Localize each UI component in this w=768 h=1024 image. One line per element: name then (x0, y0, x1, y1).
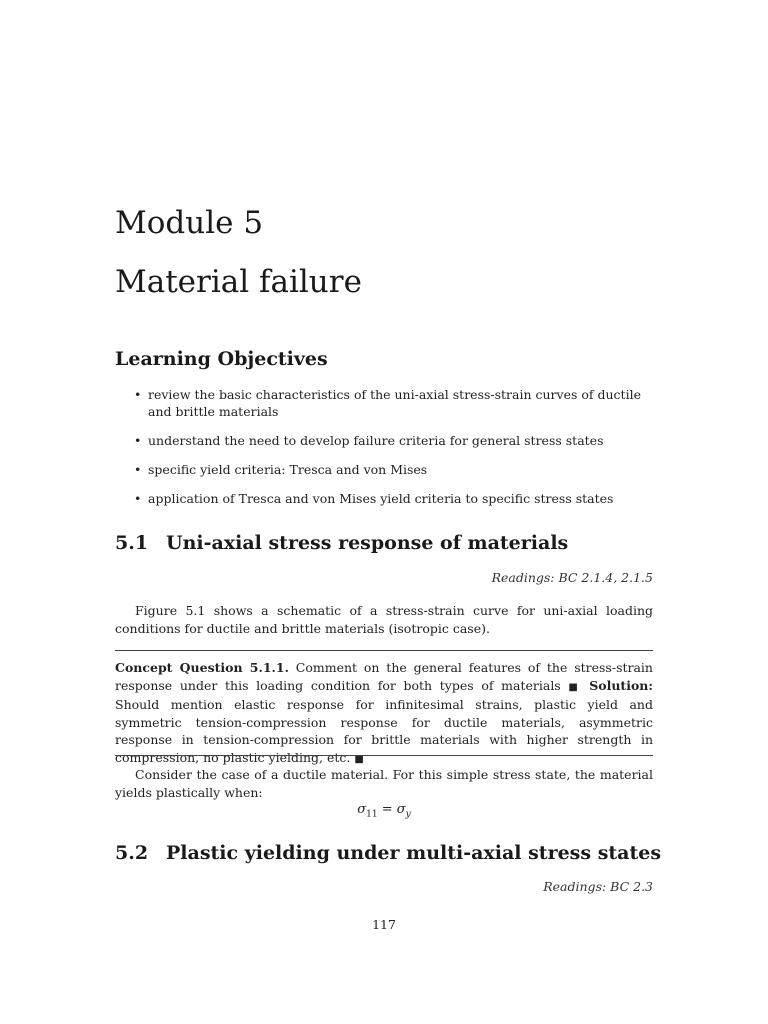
bullet-icon: • (134, 462, 142, 477)
bullet-icon: • (134, 387, 142, 402)
section-title: Uni-axial stress response of materials (166, 532, 569, 554)
solution-label: Solution: (589, 677, 653, 693)
equation-lhs-symbol: σ (357, 802, 367, 817)
section-number: 5.2 (115, 842, 149, 864)
solution-text: Should mention elastic response for infinitesimal strains, plastic yield and symmetric tension-compression response for ductile materials, asymmetric response in tension-compression for brittle materials with higher strength in compression, no plastic yielding, etc. (115, 697, 653, 765)
concept-question-box (115, 659, 653, 768)
section-number: 5.1 (115, 532, 149, 554)
equation-rhs-subscript: y (405, 809, 411, 820)
objective-text: understand the need to develop failure criteria for general stress states (148, 433, 604, 448)
list-item (130, 386, 660, 420)
concept-question-text: Comment on the general features of the stress-strain response under this loading condition for both types of materials (115, 660, 653, 693)
list-item (130, 432, 660, 449)
module-number: Module 5 (115, 205, 264, 241)
concept-question-label: Concept Question 5.1.1. (115, 660, 289, 675)
equation-lhs-subscript: 11 (366, 809, 378, 820)
page-number: 117 (372, 917, 396, 932)
section-heading-5-2 (115, 842, 661, 864)
objective-text: application of Tresca and von Mises yield criteria to specific stress states (148, 491, 614, 506)
objective-text: review the basic characteristics of the uni-axial stress-strain curves of ductile and brittle materials (148, 387, 641, 419)
end-mark-icon: ■ (568, 681, 582, 693)
paragraph-ductile: Consider the case of a ductile material. For this simple stress state, the material yields plastically when: (115, 767, 653, 800)
list-item (130, 461, 660, 478)
bullet-icon: • (134, 491, 142, 506)
learning-objectives-heading: Learning Objectives (115, 348, 328, 370)
readings-5-1: Readings: BC 2.1.4, 2.1.5 (491, 570, 653, 585)
section-heading-5-1 (115, 532, 568, 554)
paragraph-figure-intro: Figure 5.1 shows a schematic of a stress-strain curve for uni-axial loading conditions for ductile and brittle materials (isotropic case). (115, 603, 653, 636)
divider-bottom (115, 755, 653, 756)
divider-top (115, 650, 653, 651)
end-mark-icon: ■ (354, 753, 364, 765)
module-title: Material failure (115, 264, 362, 300)
yield-equation (0, 802, 768, 820)
equation-rhs-symbol: σ (396, 802, 406, 817)
readings-5-2: Readings: BC 2.3 (543, 879, 653, 894)
section-title: Plastic yielding under multi-axial stress states (166, 842, 662, 864)
list-item (130, 490, 660, 507)
objective-text: specific yield criteria: Tresca and von Mises (148, 462, 428, 477)
equation-operator: = (377, 802, 397, 817)
learning-objectives-list (130, 386, 660, 519)
bullet-icon: • (134, 433, 142, 448)
